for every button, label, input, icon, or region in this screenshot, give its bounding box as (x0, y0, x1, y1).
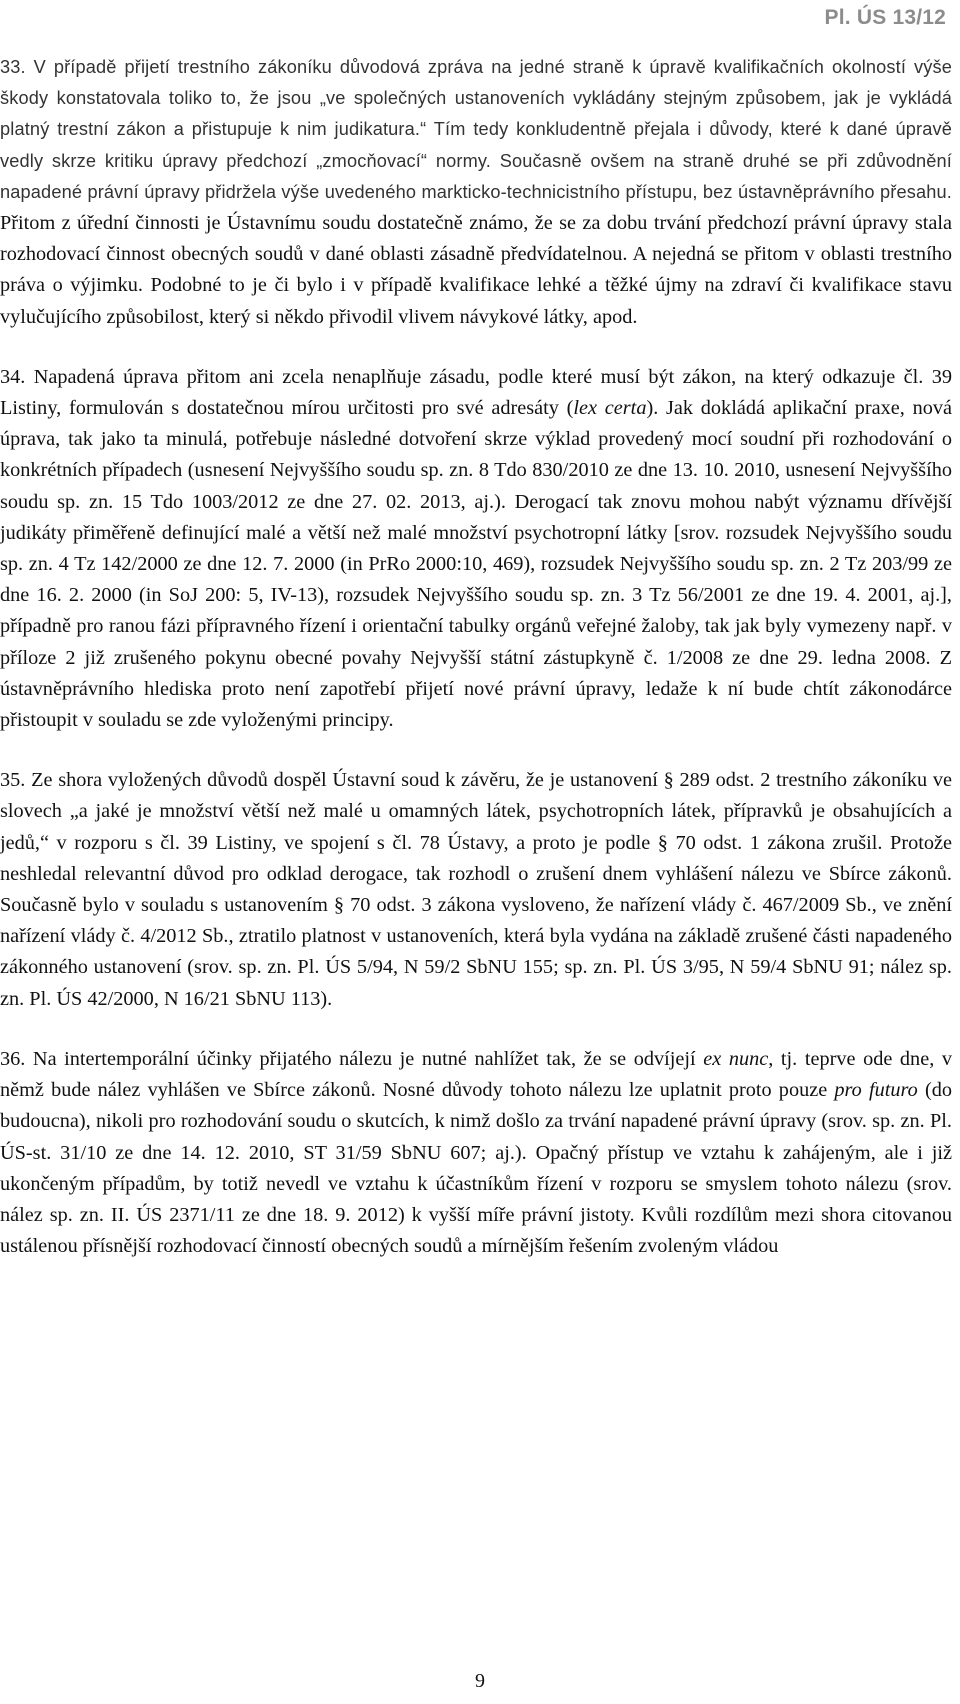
paragraph-34-italic-term: lex certa (573, 397, 647, 420)
paragraph-33-segment: 33. V případě přijetí trestního zákoníku důvodová zpráva na jedné straně k úpravě kvalifikačních okolností výše škody konstatovala toliko to, že jsou „ve společných ustanoveních vykládány stejným způsobem, jak je vykládá platný trestní zákon a přistupuje k nim judikatura.“ Tím tedy konkludentně přejala i důvody, které k dané úpravě vedly skrze kritiku úpravy předchozí „zmocňovací“ normy. (0, 57, 952, 171)
paragraph-34-segment: ). Jak dokládá aplikační praxe, nová úprava, tak jako ta minulá, potřebuje následné dotvoření skrze výklad provedený mocí soudní při rozhodování o konkrétních případech (usnesení Nejvyššího soudu sp. zn. 8 Tdo 830/2010 ze dne 13. 10. 2010, usnesení Nejvyššího soudu sp. zn. 15 Tdo 1003/2012 ze dne 27. 02. 2013, aj.). Derogací tak znovu mohou nabýt významu dřívější judikáty přiměřeně definující malé a větší než malé množství psychotropní látky [srov. rozsudek Nejvyššího soudu sp. zn. 4 Tz 142/2000 ze dne 12. 7. 2000 (in PrRo 2000:10, 469), rozsudek Nejvyššího soudu sp. zn. 2 Tz 203/99 ze dne 16. 2. 2000 (in SoJ 200: 5, IV-13), rozsudek Nejvyššího soudu sp. zn. 3 Tz 56/2001 ze dne 19. 4. 2001, aj.], případně pro ranou fázi přípravného řízení i orientační tabulky orgánů veřejné žaloby, tak jak byly vymezeny např. v příloze 2 již zrušeného pokynu obecné povahy Nejvyšší státní zástupkyně č. 1/2008 ze dne 29. ledna 2008. Z ústavněprávního hlediska proto není zapotřebí přijetí nové právní úpravy, ledaže k ní bude chtít zákonodárce přistoupit v souladu se zde vyloženými principy. (0, 397, 953, 732)
paragraph-36-segment: , tj. teprve ode dne, v němž bude nález vyhlášen ve Sbírce zákonů. Nosné důvody tohoto nálezu lze uplatnit proto pouze (0, 1047, 952, 1102)
paragraph-36-italic-term: pro futuro (834, 1079, 918, 1102)
paragraph-35 (0, 765, 952, 1015)
page-number: 9 (475, 1670, 485, 1692)
paragraph-36-segment: 36. Na intertemporální účinky přijatého nálezu je nutné nahlížet tak, že se odvíjejí (0, 1047, 704, 1070)
case-reference-header: Pl. ÚS 13/12 (824, 6, 946, 29)
paragraph-34-segment: 34. Napadená úprava přitom ani zcela nenaplňuje zásadu, podle které musí být zákon, na který odkazuje čl. 39 Listiny, formulován s dostatečnou mírou určitosti pro své adresáty ( (0, 365, 952, 420)
paragraph-33-segment: Současně ovšem na straně druhé se při zdůvodnění napadené právní úpravy přidržela výše uvedeného markticko-technicistního přístupu, bez ústavněprávního přesahu. (0, 150, 952, 202)
paragraph-36 (0, 1044, 952, 1262)
paragraph-33 (0, 52, 952, 333)
document-body (0, 52, 952, 1291)
paragraph-33-segment: Přitom z úřední činnosti je Ústavnímu soudu dostatečně známo, že se za dobu trvání předchozí právní úpravy stala rozhodovací činnost obecných soudů v dané oblasti zásadně předvídatelnou. A nejedná se přitom v oblasti trestního práva o výjimku. Podobné to je či bylo i v případě kvalifikace lehké a těžké újmy na zdraví či kvalifikace stavu vylučujícího způsobilost, který si někdo přivodil vlivem návykové látky, apod. (0, 212, 952, 328)
paragraph-36-italic-term: ex nunc (703, 1047, 769, 1070)
paragraph-35-segment: 35. Ze shora vyložených důvodů dospěl Ústavní soud k závěru, že je ustanovení § 289 odst. 2 trestního zákoníku ve slovech „a jaké je množství větší než malé u omamných látek, psychotropních látek, přípravků je obsahujících a jedů,“ v rozporu s čl. 39 Listiny, ve spojení s čl. 78 Ústavy, a proto je podle § 70 odst. 1 zákona zrušil. Protože neshledal relevantní důvod pro odklad derogace, tak rozhodl o zrušení dnem vyhlášení nálezu ve Sbírce zákonů. Současně bylo v souladu s ustanovením § 70 odst. 3 zákona vysloveno, že nařízení vlády č. 467/2009 Sb., ve znění nařízení vlády č. 4/2012 Sb., ztratilo platnost v ustanoveních, která byla vydána na základě zrušené části napadeného zákonného ustanovení (srov. sp. zn. Pl. ÚS 5/94, N 59/2 SbNU 155; sp. zn. Pl. ÚS 3/95, N 59/4 SbNU 91; nález sp. zn. Pl. ÚS 42/2000, N 16/21 SbNU 113). (0, 769, 952, 1010)
paragraph-34 (0, 362, 952, 736)
paragraph-36-segment: (do budoucna), nikoli pro rozhodování soudu o skutcích, k nimž došlo za trvání napadené právní úpravy (srov. sp. zn. Pl. ÚS-st. 31/10 ze dne 14. 12. 2010, ST 31/59 SbNU 607; aj.). Opačný přístup ve vztahu k zahájeným, ale i již ukončeným případům, by totiž nevedl ve vztahu k účastníkům řízení v rozporu se smyslem tohoto nálezu (srov. nález sp. zn. II. ÚS 2371/11 ze dne 18. 9. 2012) k vyšší míře právní jistoty. Kvůli rozdílům mezi shora citovanou ustálenou přísnější rozhodovací činností obecných soudů a mírnějším řešením zvoleným vládou (0, 1079, 953, 1258)
